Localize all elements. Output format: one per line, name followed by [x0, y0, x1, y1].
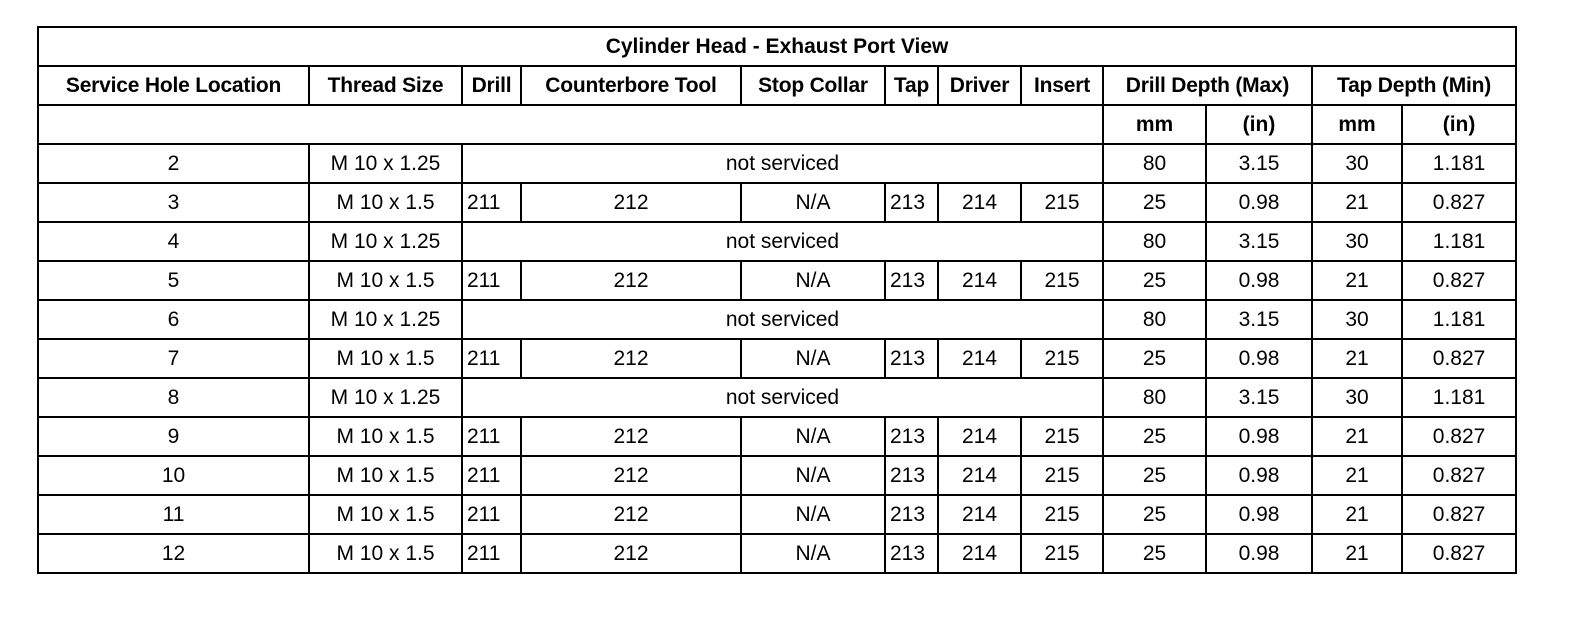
cell-drill-depth-mm: 25 — [1103, 456, 1206, 495]
cell-counterbore-tool: 212 — [521, 456, 741, 495]
cell-stop-collar: N/A — [741, 495, 885, 534]
cell-location: 4 — [38, 222, 309, 261]
cell-drill-depth-in: 3.15 — [1206, 300, 1312, 339]
cell-driver: 214 — [938, 183, 1021, 222]
cell-tap-depth-mm: 21 — [1312, 456, 1402, 495]
header-tap-depth: Tap Depth (Min) — [1312, 66, 1516, 105]
cell-tap-depth-in: 1.181 — [1402, 378, 1516, 417]
cell-drill-depth-mm: 25 — [1103, 495, 1206, 534]
cell-tap-depth-mm: 30 — [1312, 144, 1402, 183]
cell-not-serviced: not serviced — [462, 378, 1103, 417]
cell-tap-depth-mm: 21 — [1312, 339, 1402, 378]
header-driver: Driver — [938, 66, 1021, 105]
cell-counterbore-tool: 212 — [521, 339, 741, 378]
header-tap: Tap — [885, 66, 938, 105]
cell-tap: 213 — [885, 534, 938, 573]
cell-drill-depth-in: 0.98 — [1206, 495, 1312, 534]
cell-tap: 213 — [885, 495, 938, 534]
cell-drill: 211 — [462, 261, 521, 300]
cell-location: 3 — [38, 183, 309, 222]
unit-tap-in: (in) — [1402, 105, 1516, 144]
cell-tap: 213 — [885, 261, 938, 300]
cell-thread-size: M 10 x 1.25 — [309, 222, 462, 261]
cell-thread-size: M 10 x 1.5 — [309, 534, 462, 573]
cell-thread-size: M 10 x 1.25 — [309, 378, 462, 417]
cell-driver: 214 — [938, 534, 1021, 573]
cell-drill-depth-in: 0.98 — [1206, 417, 1312, 456]
spec-table — [37, 26, 1517, 574]
cell-insert: 215 — [1021, 495, 1103, 534]
cell-drill-depth-mm: 80 — [1103, 222, 1206, 261]
header-service-hole-location: Service Hole Location — [38, 66, 309, 105]
unit-tap-mm: mm — [1312, 105, 1402, 144]
cell-drill: 211 — [462, 456, 521, 495]
cell-not-serviced: not serviced — [462, 222, 1103, 261]
cell-drill-depth-in: 0.98 — [1206, 456, 1312, 495]
cell-drill-depth-in: 0.98 — [1206, 534, 1312, 573]
cell-tap-depth-mm: 30 — [1312, 222, 1402, 261]
cell-drill-depth-mm: 25 — [1103, 339, 1206, 378]
cell-tap: 213 — [885, 417, 938, 456]
cell-location: 10 — [38, 456, 309, 495]
cell-tap-depth-in: 0.827 — [1402, 417, 1516, 456]
cell-thread-size: M 10 x 1.25 — [309, 144, 462, 183]
cell-location: 8 — [38, 378, 309, 417]
cell-location: 9 — [38, 417, 309, 456]
table-body — [38, 144, 1516, 573]
table-row — [38, 495, 1516, 534]
cell-counterbore-tool: 212 — [521, 261, 741, 300]
cell-tap-depth-mm: 30 — [1312, 378, 1402, 417]
unit-drill-in: (in) — [1206, 105, 1312, 144]
cell-stop-collar: N/A — [741, 183, 885, 222]
cell-tap: 213 — [885, 456, 938, 495]
cell-driver: 214 — [938, 495, 1021, 534]
cell-location: 6 — [38, 300, 309, 339]
cell-insert: 215 — [1021, 534, 1103, 573]
table-row — [38, 261, 1516, 300]
cell-thread-size: M 10 x 1.5 — [309, 183, 462, 222]
cell-drill-depth-in: 0.98 — [1206, 183, 1312, 222]
cell-tap-depth-mm: 30 — [1312, 300, 1402, 339]
cell-drill-depth-in: 0.98 — [1206, 339, 1312, 378]
cell-insert: 215 — [1021, 339, 1103, 378]
cell-stop-collar: N/A — [741, 417, 885, 456]
cell-location: 11 — [38, 495, 309, 534]
cell-location: 2 — [38, 144, 309, 183]
cell-drill-depth-in: 3.15 — [1206, 144, 1312, 183]
cell-driver: 214 — [938, 417, 1021, 456]
cell-drill-depth-mm: 80 — [1103, 300, 1206, 339]
cell-counterbore-tool: 212 — [521, 183, 741, 222]
cell-insert: 215 — [1021, 456, 1103, 495]
cell-tap-depth-mm: 21 — [1312, 183, 1402, 222]
header-thread-size: Thread Size — [309, 66, 462, 105]
cell-drill-depth-mm: 80 — [1103, 378, 1206, 417]
cell-thread-size: M 10 x 1.25 — [309, 300, 462, 339]
cell-location: 12 — [38, 534, 309, 573]
table-row — [38, 456, 1516, 495]
cell-drill-depth-mm: 80 — [1103, 144, 1206, 183]
cell-drill-depth-mm: 25 — [1103, 534, 1206, 573]
cell-driver: 214 — [938, 339, 1021, 378]
cell-drill-depth-mm: 25 — [1103, 417, 1206, 456]
cell-thread-size: M 10 x 1.5 — [309, 261, 462, 300]
header-insert: Insert — [1021, 66, 1103, 105]
cell-tap-depth-mm: 21 — [1312, 495, 1402, 534]
cell-tap: 213 — [885, 183, 938, 222]
cell-tap-depth-in: 0.827 — [1402, 456, 1516, 495]
cell-drill-depth-in: 3.15 — [1206, 222, 1312, 261]
cell-tap-depth-in: 0.827 — [1402, 534, 1516, 573]
table-row — [38, 144, 1516, 183]
cell-location: 5 — [38, 261, 309, 300]
cell-stop-collar: N/A — [741, 534, 885, 573]
cell-tap-depth-mm: 21 — [1312, 261, 1402, 300]
table-title: Cylinder Head - Exhaust Port View — [38, 27, 1516, 66]
cell-tap-depth-in: 0.827 — [1402, 339, 1516, 378]
cell-tap-depth-in: 0.827 — [1402, 183, 1516, 222]
cell-thread-size: M 10 x 1.5 — [309, 495, 462, 534]
cell-drill: 211 — [462, 417, 521, 456]
cell-tap-depth-in: 0.827 — [1402, 261, 1516, 300]
cell-drill-depth-mm: 25 — [1103, 183, 1206, 222]
cell-insert: 215 — [1021, 261, 1103, 300]
header-drill-depth: Drill Depth (Max) — [1103, 66, 1312, 105]
table-row — [38, 339, 1516, 378]
cell-drill-depth-mm: 25 — [1103, 261, 1206, 300]
table-row — [38, 534, 1516, 573]
cell-counterbore-tool: 212 — [521, 534, 741, 573]
header-counterbore-tool: Counterbore Tool — [521, 66, 741, 105]
cell-thread-size: M 10 x 1.5 — [309, 417, 462, 456]
cell-tap-depth-in: 1.181 — [1402, 300, 1516, 339]
table-row — [38, 378, 1516, 417]
cell-stop-collar: N/A — [741, 456, 885, 495]
cell-stop-collar: N/A — [741, 339, 885, 378]
cell-thread-size: M 10 x 1.5 — [309, 339, 462, 378]
unit-row-spacer — [38, 105, 1103, 144]
cell-drill: 211 — [462, 495, 521, 534]
table-row — [38, 183, 1516, 222]
cell-drill: 211 — [462, 183, 521, 222]
header-drill: Drill — [462, 66, 521, 105]
cell-tap-depth-in: 1.181 — [1402, 222, 1516, 261]
cell-drill-depth-in: 0.98 — [1206, 261, 1312, 300]
cell-stop-collar: N/A — [741, 261, 885, 300]
cell-counterbore-tool: 212 — [521, 417, 741, 456]
table-row — [38, 300, 1516, 339]
cell-drill: 211 — [462, 339, 521, 378]
unit-drill-mm: mm — [1103, 105, 1206, 144]
cell-counterbore-tool: 212 — [521, 495, 741, 534]
header-stop-collar: Stop Collar — [741, 66, 885, 105]
cell-tap-depth-mm: 21 — [1312, 534, 1402, 573]
cell-drill-depth-in: 3.15 — [1206, 378, 1312, 417]
cell-thread-size: M 10 x 1.5 — [309, 456, 462, 495]
cell-location: 7 — [38, 339, 309, 378]
table-row — [38, 417, 1516, 456]
cell-driver: 214 — [938, 261, 1021, 300]
cell-not-serviced: not serviced — [462, 300, 1103, 339]
cell-insert: 215 — [1021, 417, 1103, 456]
cell-drill: 211 — [462, 534, 521, 573]
cell-not-serviced: not serviced — [462, 144, 1103, 183]
cell-tap-depth-in: 0.827 — [1402, 495, 1516, 534]
cell-tap-depth-mm: 21 — [1312, 417, 1402, 456]
cell-tap: 213 — [885, 339, 938, 378]
cell-tap-depth-in: 1.181 — [1402, 144, 1516, 183]
cell-insert: 215 — [1021, 183, 1103, 222]
table-row — [38, 222, 1516, 261]
cell-driver: 214 — [938, 456, 1021, 495]
